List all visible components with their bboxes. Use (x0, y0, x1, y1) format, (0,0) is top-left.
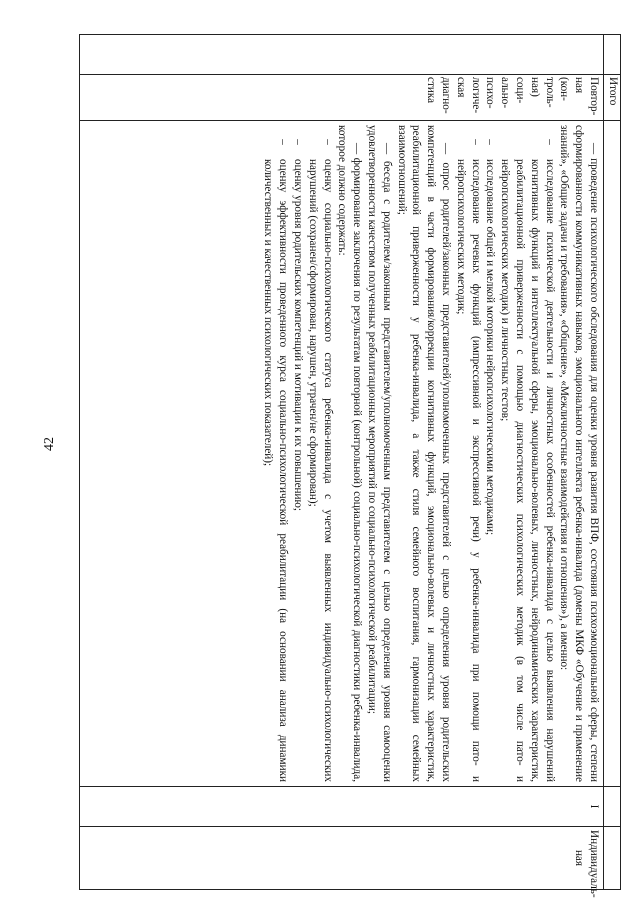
rotated-page-content (79, 34, 621, 898)
list-item: – оценку уровня родительских компетенций и мотивации к их повышению; (292, 139, 305, 511)
stage-content (80, 121, 604, 787)
form-label: Индивидуаль-ная (80, 827, 604, 890)
list-item: – исследование психической деятельности и личностных особенностей ребенка-инвалида с целью выявления нарушений когнитивных функций и интеллектуальной сферы, эмоционально-волевых, личностных, нейродинамических характеристик, реабилитационной приверженности с помощью диагностических психологических методик (в том числе пато- и нейропсихологических методик) и личностных тестов; (499, 139, 556, 782)
list-item: – исследование общей и мелкой моторики нейропсихологическими методиками; (484, 139, 497, 536)
quantity-mark: I (80, 787, 604, 827)
first-paragraph: — проведение психологического обследования для оценки уровня развития ВПФ, состояния психоэмоциональной сферы, степени сформированности коммуникативных навыков, эмоционального интеллекта ребенка-инвалида (домены МКФ «Обучение и применение знаний», «Общие задачи и требования», «Общение», «Межличностные взаимодействия и отношения»), а именно: (558, 125, 600, 782)
rehab-table (79, 34, 621, 898)
conclusion-paragraph: — формирование заключения по результатам повторной (контрольной) социально-психологической диагностики ребенка-инвалида, которое должно содержать: (336, 125, 364, 782)
diagnostics-row (80, 35, 604, 890)
itogo-label: Итого (604, 75, 621, 121)
parents-survey-paragraph: — опрос родителей/законных представителей/уполномоченных представителей с целью определения уровня родительских компетенций в части формирования/коррекции когнитивных функций, эмоционально-волевых и личностных характеристик, реабилитационной приверженности у ребенка-инвалида, а также стиля семейного воспитания, гармонизации семейных взаимоотношений; (395, 125, 453, 782)
list-item: – исследование речевых функций (импрессивной и экспрессивной речи) у ребенка-инвалида при помощи пато- и нейропсихологических методик; (454, 139, 482, 782)
stage-name: Повтор-ная (кон-троль-ная) соци-ально-психо-логиче-ская диагно-стика (80, 75, 604, 121)
itogo-row (604, 35, 621, 890)
list-item: – оценку эффективности проведенного курса социально-психологической реабилитации (на основании анализа динамики количественных и качественных психологических показателей); (262, 139, 290, 782)
conversation-paragraph: — беседа с родителем/законным представителем/уполномоченным представителем с целью определения уровня самооценки удовлетворенности качеством полученных реабилитационных мероприятий по социально-психологической реабилитации; (366, 125, 393, 782)
list-item: – оценку социально-психологического статуса ребенка-инвалида с учетом выявленных индивидуально-психологических нарушений (сохранен/сформирован, нарушен, утрачен/не сформирован); (306, 139, 334, 782)
page-number: 42 (42, 437, 57, 451)
